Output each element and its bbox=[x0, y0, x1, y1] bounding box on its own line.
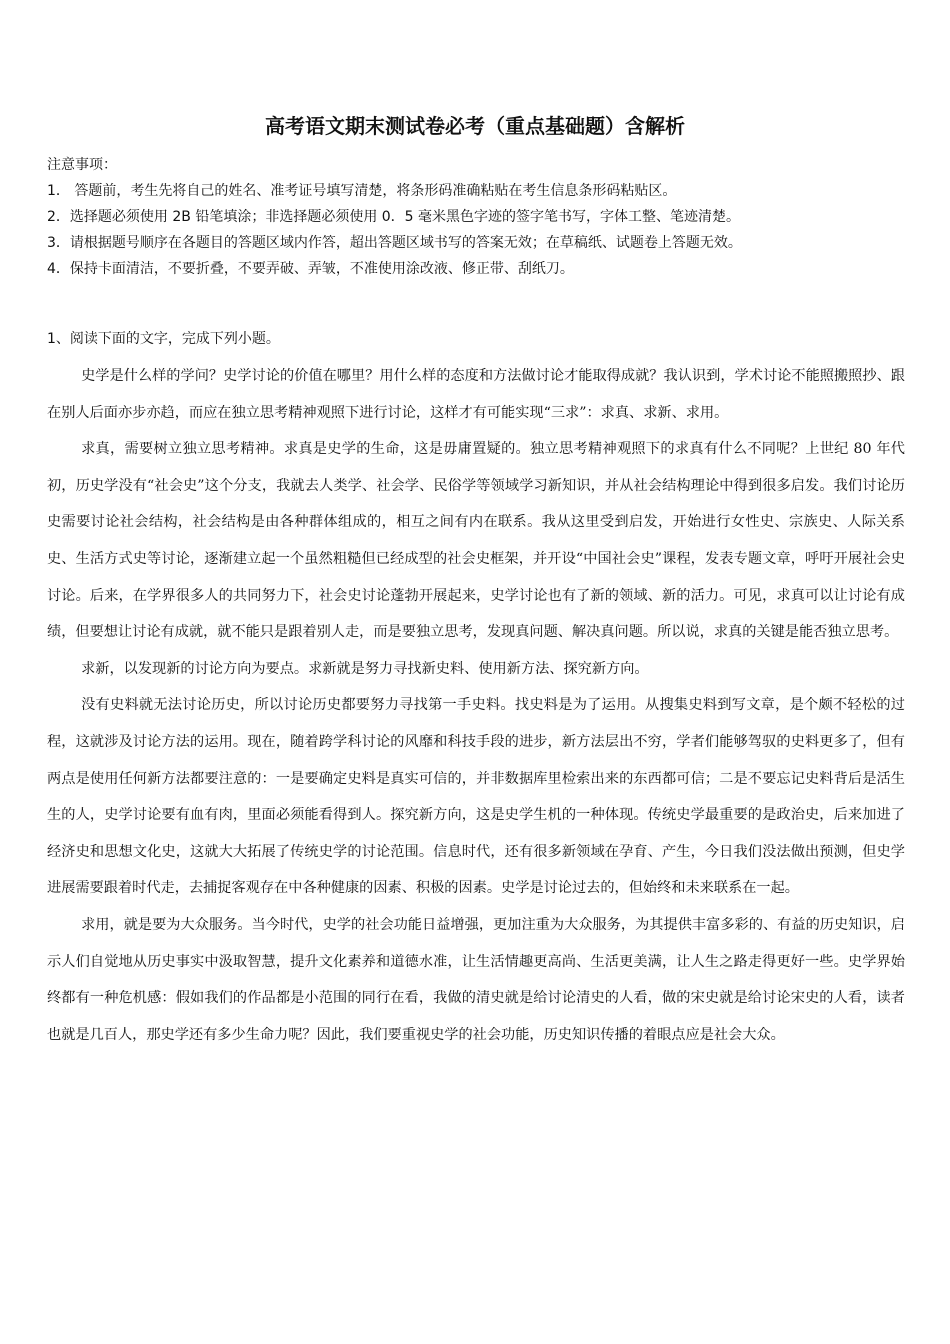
passage-paragraph: 史学是什么样的学问？史学讨论的价值在哪里？用什么样的态度和方法做讨论才能取得成就？我认识到，学术讨论不能照搬照抄、跟在别人后面亦步亦趋，而应在独立思考精神观照下进行讨论，这样才有可能实现“三求”：求真、求新、求用。 bbox=[47, 368, 905, 421]
note-item: 1． 答题前，考生先将自己的姓名、准考证号填写清楚，将条形码准确粘贴在考生信息条形码粘贴区。 bbox=[47, 183, 677, 199]
notes-heading: 注意事项： bbox=[47, 157, 117, 173]
note-item: 2．选择题必须使用 2B 铅笔填涂；非选择题必须使用 0．5 毫米黑色字迹的签字笔书写，字体工整、笔迹清楚。 bbox=[47, 209, 741, 225]
passage-paragraph: 求用，就是要为大众服务。当今时代，史学的社会功能日益增强，更加注重为大众服务，为其提供丰富多彩的、有益的历史知识，启示人们自觉地从历史事实中汲取智慧，提升文化素养和道德水准，让生活情趣更高尚、生活更美满，让人生之路走得更好一些。史学界始终都有一种危机感：假如我们的作品都是小范围的同行在看，我做的清史就是给讨论清史的人看，做的宋史就是给讨论宋史的人看，读者也就是几百人，那史学还有多少生命力呢？因此，我们要重视史学的社会功能，历史知识传播的着眼点应是社会大众。 bbox=[47, 916, 905, 1043]
question-prompt: 1、阅读下面的文字，完成下列小题。 bbox=[47, 331, 280, 347]
document-title: 高考语文期末测试卷必考（重点基础题）含解析 bbox=[265, 114, 685, 138]
note-item: 4．保持卡面清洁，不要折叠，不要弄破、弄皱，不准使用涂改液、修正带、刮纸刀。 bbox=[47, 261, 574, 277]
exam-notes bbox=[47, 152, 907, 282]
passage-paragraph: 求真，需要树立独立思考精神。求真是史学的生命，这是毋庸置疑的。独立思考精神观照下的求真有什么不同呢？上世纪 80 年代初，历史学没有“社会史”这个分支，我就去人类学、社会学、民俗学等领域学习新知识，并从社会结构理论中得到很多启发。我们讨论历史需要讨论社会结构，社会结构是由各种群体组成的，相互之间有内在联系。我从这里受到启发，开始进行女性史、宗族史、人际关系史、生活方式史等讨论，逐渐建立起一个虽然粗糙但已经成型的社会史框架，并开设“中国社会史”课程，发表专题文章，呼吁开展社会史讨论。后来，在学界很多人的共同努力下，社会史讨论蓬勃开展起来，史学讨论也有了新的领域、新的活力。可见，求真可以让讨论有成绩，但要想让讨论有成就，就不能只是跟着别人走，而是要独立思考，发现真问题、解决真问题。所以说，求真的关键是能否独立思考。 bbox=[47, 441, 905, 641]
passage-paragraph: 求新，以发现新的讨论方向为要点。求新就是努力寻找新史料、使用新方法、探究新方向。 bbox=[81, 660, 649, 677]
passage-paragraph: 没有史料就无法讨论历史，所以讨论历史都要努力寻找第一手史料。找史料是为了运用。从搜集史料到写文章，是个颇不轻松的过程，这就涉及讨论方法的运用。现在，随着跨学科讨论的风靡和科技手段的进步，新方法层出不穷，学者们能够驾驭的史料更多了，但有两点是使用任何新方法都要注意的：一是要确定史料是真实可信的，并非数据库里检索出来的东西都可信；二是不要忘记史料背后是活生生的人，史学讨论要有血有肉，里面必须能看得到人。探究新方向，这是史学生机的一种体现。传统史学最重要的是政治史，后来加进了经济史和思想文化史，这就大大拓展了传统史学的讨论范围。信息时代，还有很多新领域在孕育、产生，今日我们没法做出预测，但史学进展需要跟着时代走，去捕捉客观存在中各种健康的因素、积极的因素。史学是讨论过去的，但始终和未来联系在一起。 bbox=[47, 697, 905, 897]
reading-passage bbox=[47, 358, 905, 1053]
note-item: 3．请根据题号顺序在各题目的答题区域内作答，超出答题区域书写的答案无效；在草稿纸、试题卷上答题无效。 bbox=[47, 235, 742, 251]
